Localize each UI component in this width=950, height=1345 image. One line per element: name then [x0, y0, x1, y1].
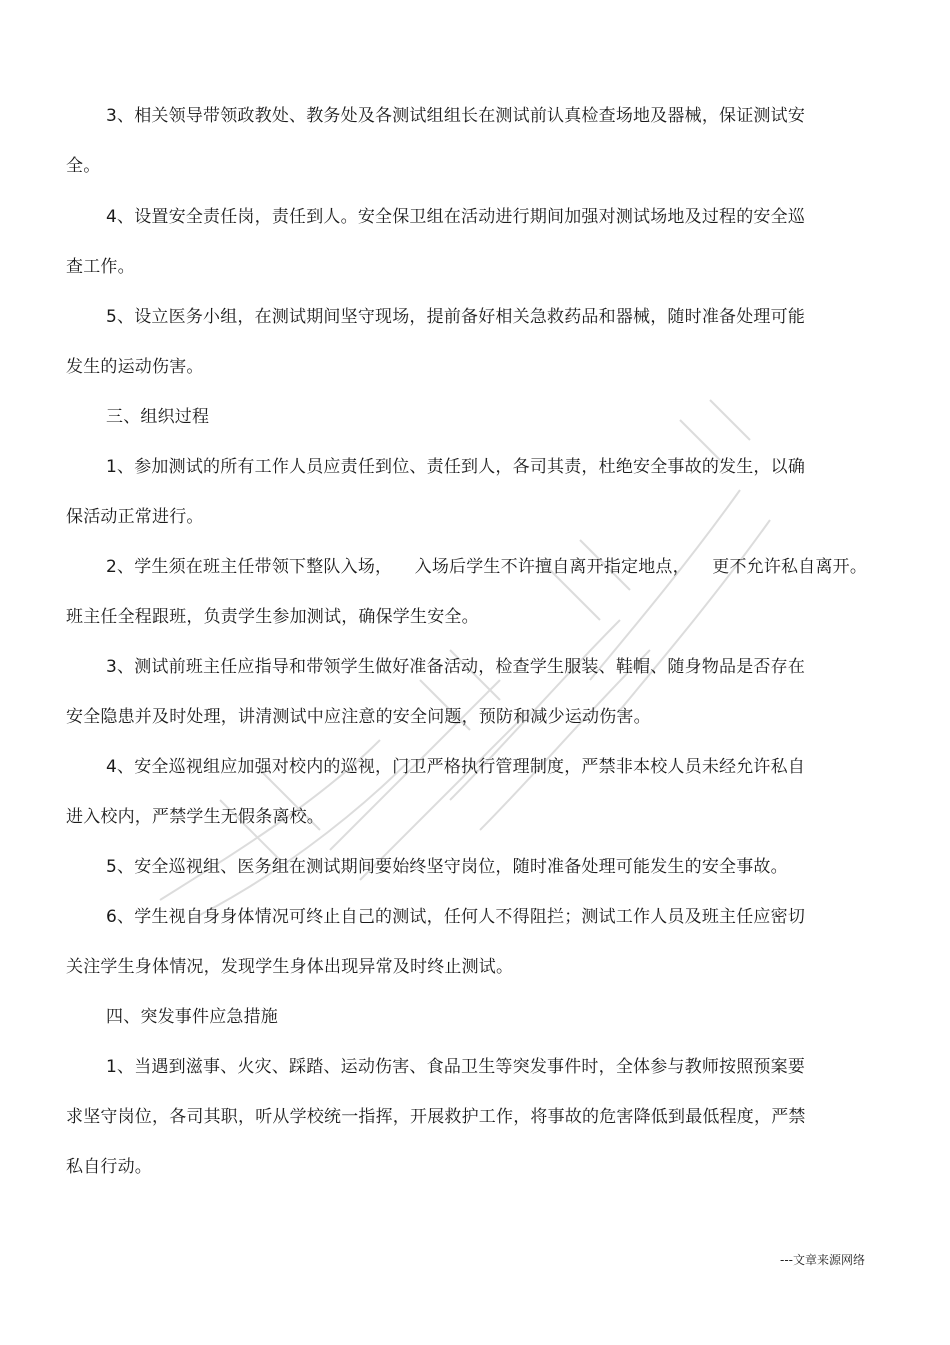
paragraph-3-line-1: 3、相关领导带领政教处、教务处及各测试组组长在测试前认真检查场地及器械，保证测试安 [106, 106, 806, 126]
paragraph-4-line-2: 查工作。 [66, 257, 135, 277]
item-4-line-2: 进入校内，严禁学生无假条离校。 [66, 807, 324, 827]
source-footer: ---文章来源网络 [780, 1253, 865, 1267]
item-5-line-1: 5、安全巡视组、医务组在测试期间要始终坚守岗位，随时准备处理可能发生的安全事故。 [106, 857, 788, 877]
item-6-line-1: 6、学生视自身身体情况可终止自己的测试，任何人不得阻拦；测试工作人员及班主任应密切 [106, 907, 806, 927]
section-heading-3: 三、组织过程 [106, 407, 210, 427]
paragraph-5-line-1: 5、设立医务小组，在测试期间坚守现场，提前备好相关急救药品和器械，随时准备处理可能 [106, 307, 806, 327]
paragraph-4-line-1: 4、设置安全责任岗，责任到人。安全保卫组在活动进行期间加强对测试场地及过程的安全巡 [106, 207, 806, 227]
item-1-line-2: 保活动正常进行。 [66, 507, 204, 527]
item-1-line-1: 1、参加测试的所有工作人员应责任到位、责任到人，各司其责，杜绝安全事故的发生，以确 [106, 457, 806, 477]
paragraph-3-line-2: 全。 [66, 156, 101, 176]
item-6-line-2: 关注学生身体情况，发现学生身体出现异常及时终止测试。 [66, 957, 514, 977]
item-2-line-1: 2、学生须在班主任带领下整队入场， 入场后学生不许擅自离开指定地点， 更不允许私自离开。 [106, 557, 868, 577]
item-3-line-2: 安全隐患并及时处理，讲清测试中应注意的安全问题，预防和减少运动伤害。 [66, 707, 651, 727]
section-heading-4: 四、突发事件应急措施 [106, 1007, 278, 1027]
emergency-item-1-line-1: 1、当遇到滋事、火灾、踩踏、运动伤害、食品卫生等突发事件时，全体参与教师按照预案要 [106, 1057, 806, 1077]
item-4-line-1: 4、安全巡视组应加强对校内的巡视，门卫严格执行管理制度，严禁非本校人员未经允许私自 [106, 757, 806, 777]
item-3-line-1: 3、测试前班主任应指导和带领学生做好准备活动，检查学生服装、鞋帽、随身物品是否存在 [106, 657, 806, 677]
emergency-item-1-line-3: 私自行动。 [66, 1157, 152, 1177]
paragraph-5-line-2: 发生的运动伤害。 [66, 357, 204, 377]
emergency-item-1-line-2: 求坚守岗位，各司其职，听从学校统一指挥，开展救护工作，将事故的危害降低到最低程度，严禁 [66, 1107, 806, 1127]
item-2-line-2: 班主任全程跟班，负责学生参加测试，确保学生安全。 [66, 607, 479, 627]
